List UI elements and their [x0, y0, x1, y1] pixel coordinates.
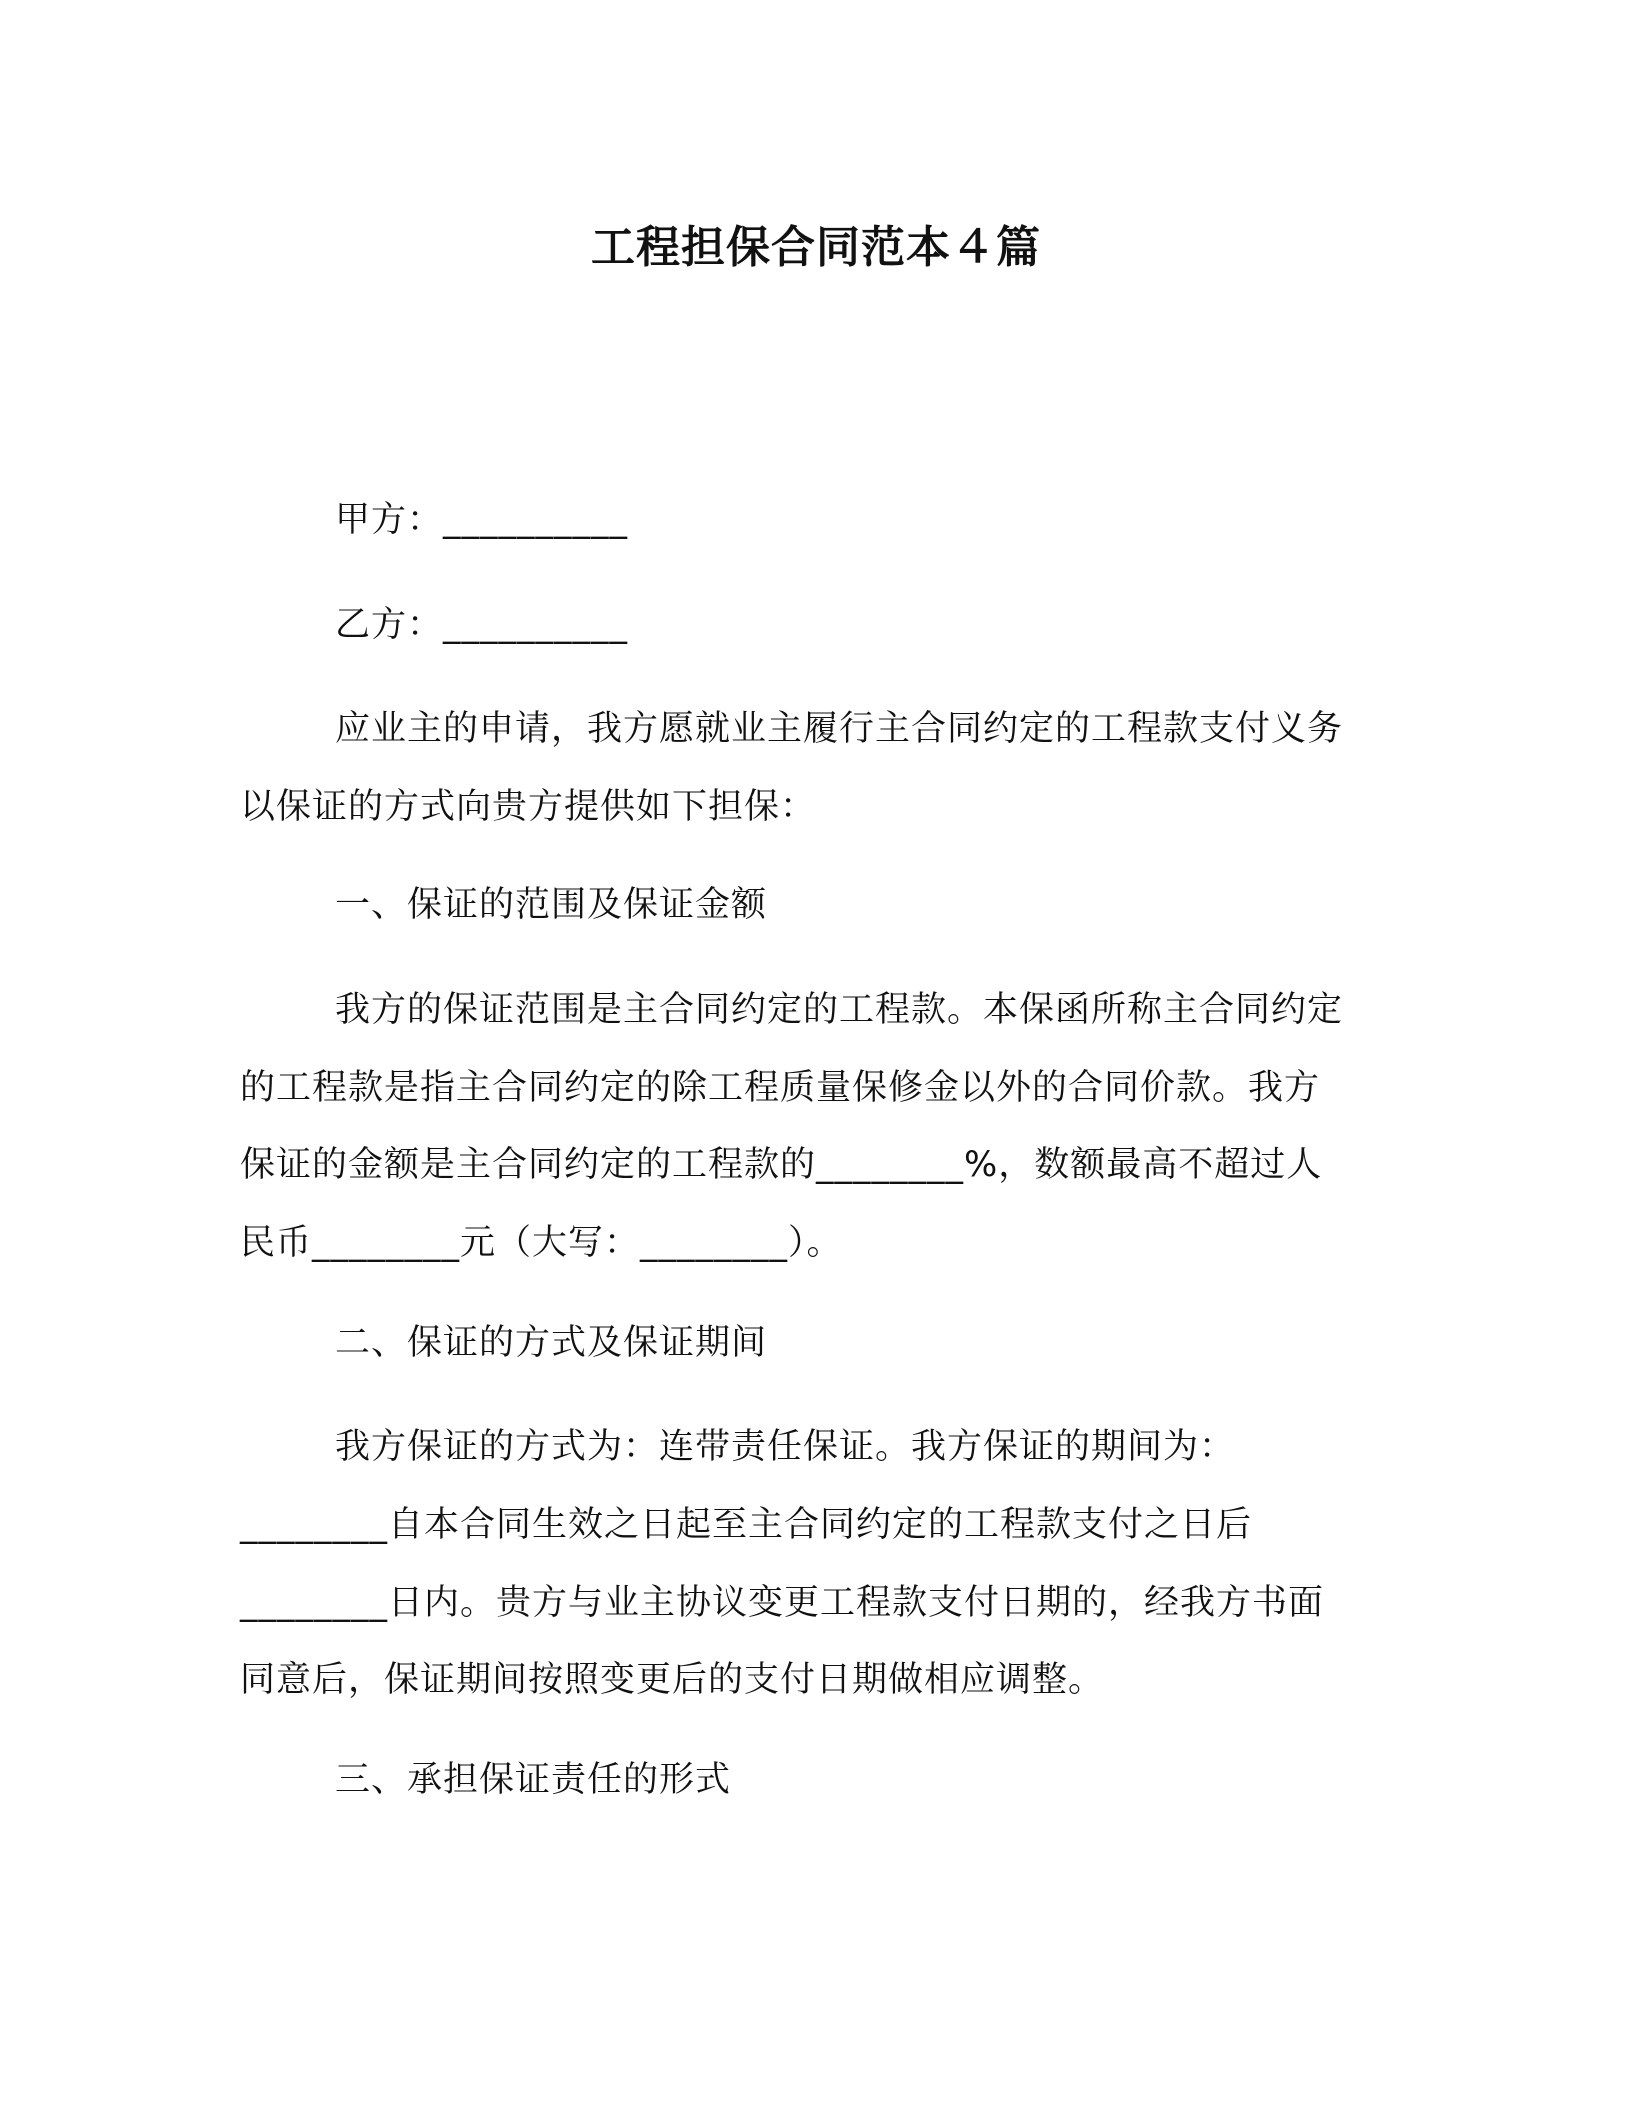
- party-b-line: 乙方：__________: [335, 605, 629, 645]
- intro-paragraph-line-1: 应业主的申请，我方愿就业主履行主合同约定的工程款支付义务: [335, 709, 1344, 749]
- section-1-paragraph-line-1: 我方的保证范围是主合同约定的工程款。本保函所称主合同约定: [335, 990, 1344, 1030]
- section-1-paragraph-line-4: 民币________元（大写：________）。: [240, 1223, 843, 1263]
- section-2-paragraph-line-1: 我方保证的方式为：连带责任保证。我方保证的期间为：: [335, 1427, 1236, 1467]
- section-1-paragraph-line-3: 保证的金额是主合同约定的工程款的________%，数额最高不超过人: [240, 1145, 1323, 1185]
- section-1-paragraph-line-2: 的工程款是指主合同约定的除工程质量保修金以外的合同价款。我方: [240, 1068, 1321, 1108]
- section-2-paragraph-line-2: ________自本合同生效之日起至主合同约定的工程款支付之日后: [240, 1505, 1253, 1545]
- section-2-heading: 二、保证的方式及保证期间: [335, 1323, 768, 1363]
- document-title: 工程担保合同范本４篇: [591, 222, 1041, 273]
- party-a-line: 甲方：__________: [335, 500, 629, 540]
- intro-paragraph-line-2: 以保证的方式向贵方提供如下担保：: [240, 787, 817, 827]
- section-3-heading: 三、承担保证责任的形式: [335, 1760, 732, 1800]
- section-2-paragraph-line-4: 同意后，保证期间按照变更后的支付日期做相应调整。: [240, 1660, 1105, 1700]
- section-2-paragraph-line-3: ________日内。贵方与业主协议变更工程款支付日期的，经我方书面: [240, 1583, 1325, 1623]
- section-1-heading: 一、保证的范围及保证金额: [335, 885, 768, 925]
